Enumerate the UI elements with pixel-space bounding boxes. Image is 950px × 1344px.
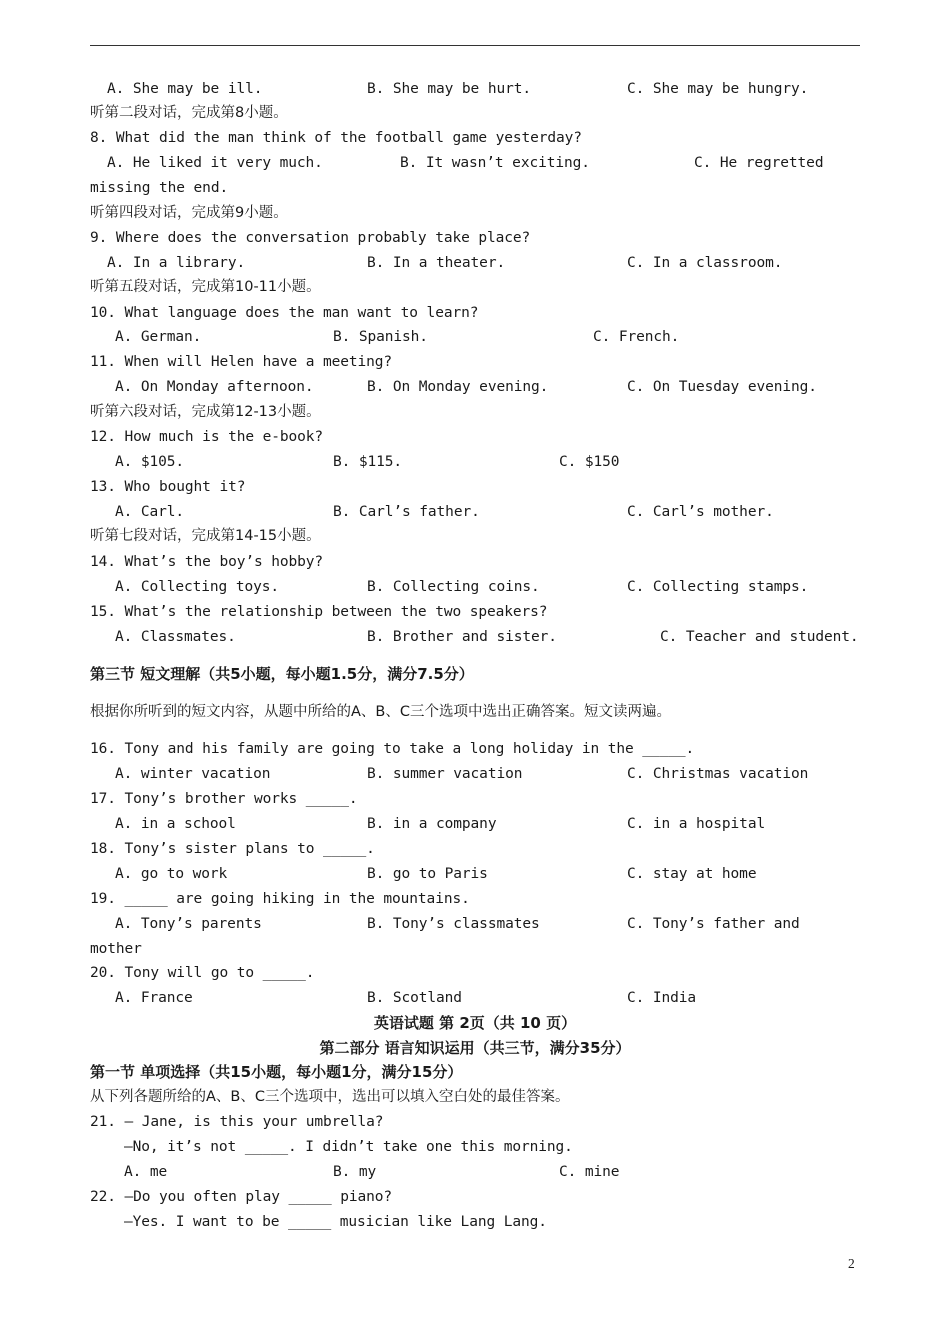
- q20-options: [90, 986, 860, 1010]
- q12-option-b[interactable]: B. $115.: [333, 454, 403, 470]
- q21-response: —No, it’s not _____. I didn’t take one this morning.: [124, 1139, 573, 1155]
- q7-option-c[interactable]: C. She may be hungry.: [627, 81, 809, 97]
- q8-stem: 8. What did the man think of the football game yesterday?: [90, 130, 582, 146]
- q17-stem: 17. Tony’s brother works _____.: [90, 791, 358, 807]
- q11-options: [90, 375, 860, 399]
- q20-option-a[interactable]: A. France: [115, 990, 193, 1006]
- q11-option-b[interactable]: B. On Monday evening.: [367, 379, 549, 395]
- q18-option-c[interactable]: C. stay at home: [627, 866, 757, 882]
- page-footer-label: 英语试题 第 2页（共 10 页）: [373, 1014, 577, 1032]
- q22-response: —Yes. I want to be _____ musician like Lang Lang.: [124, 1214, 547, 1230]
- q16-stem: 16. Tony and his family are going to take a long holiday in the _____.: [90, 741, 695, 757]
- q21-options: [90, 1160, 860, 1184]
- q8-option-b[interactable]: B. It wasn’t exciting.: [400, 155, 590, 171]
- q14-option-b[interactable]: B. Collecting coins.: [367, 579, 540, 595]
- q16-options: [90, 762, 860, 786]
- section-3-instruction: 根据你所听到的短文内容，从题中所给的A、B、C三个选项中选出正确答案。短文读两遍。: [90, 704, 671, 720]
- q13-option-c[interactable]: C. Carl’s mother.: [627, 504, 774, 520]
- q16-option-b[interactable]: B. summer vacation: [367, 766, 523, 782]
- section-3-heading: 第三节 短文理解（共5小题，每小题1.5分，满分7.5分）: [90, 665, 474, 683]
- q21-option-c[interactable]: C. mine: [559, 1164, 620, 1180]
- q8-options: [90, 151, 860, 175]
- section-2-instruction: 听第二段对话，完成第8小题。: [90, 105, 288, 121]
- q9-options: [90, 251, 860, 275]
- q18-stem: 18. Tony’s sister plans to _____.: [90, 841, 375, 857]
- q10-stem: 10. What language does the man want to learn?: [90, 305, 479, 321]
- q14-option-c[interactable]: C. Collecting stamps.: [627, 579, 809, 595]
- section-7-instruction: 听第七段对话，完成第14-15小题。: [90, 528, 321, 544]
- q12-option-a[interactable]: A. $105.: [115, 454, 185, 470]
- q14-options: [90, 575, 860, 599]
- q17-options: [90, 812, 860, 836]
- q17-option-b[interactable]: B. in a company: [367, 816, 497, 832]
- section-1-instruction: 从下列各题所给的A、B、C三个选项中，选出可以填入空白处的最佳答案。: [90, 1089, 570, 1105]
- q21-option-a[interactable]: A. me: [124, 1164, 168, 1180]
- header-rule: [90, 45, 860, 46]
- q21-option-b[interactable]: B. my: [333, 1164, 377, 1180]
- q19-options: [90, 912, 860, 936]
- q10-option-b[interactable]: B. Spanish.: [333, 329, 428, 345]
- q15-options: [90, 625, 860, 649]
- q20-stem: 20. Tony will go to _____.: [90, 965, 315, 981]
- q7-option-a[interactable]: A. She may be ill.: [107, 81, 263, 97]
- section-1-heading: 第一节 单项选择（共15小题，每小题1分，满分15分）: [90, 1063, 463, 1081]
- part-2-heading: 第二部分 语言知识运用（共三节，满分35分）: [319, 1039, 631, 1057]
- q14-option-a[interactable]: A. Collecting toys.: [115, 579, 279, 595]
- q18-option-b[interactable]: B. go to Paris: [367, 866, 488, 882]
- q15-option-b[interactable]: B. Brother and sister.: [367, 629, 557, 645]
- q19-option-b[interactable]: B. Tony’s classmates: [367, 916, 540, 932]
- q21-stem: 21. — Jane, is this your umbrella?: [90, 1114, 384, 1130]
- q20-option-b[interactable]: B. Scotland: [367, 990, 462, 1006]
- q7-options: [90, 77, 860, 101]
- q10-option-a[interactable]: A. German.: [115, 329, 202, 345]
- q19-option-c[interactable]: C. Tony’s father and: [627, 916, 800, 932]
- q13-options: [90, 500, 860, 524]
- q18-option-a[interactable]: A. go to work: [115, 866, 228, 882]
- q19-option-a[interactable]: A. Tony’s parents: [115, 916, 262, 932]
- q15-option-c[interactable]: C. Teacher and student.: [660, 629, 859, 645]
- q19-stem: 19. _____ are going hiking in the mountains.: [90, 891, 470, 907]
- q12-option-c[interactable]: C. $150: [559, 454, 620, 470]
- q10-options: [90, 325, 860, 349]
- section-6-instruction: 听第六段对话，完成第12-13小题。: [90, 404, 321, 420]
- q15-stem: 15. What’s the relationship between the two speakers?: [90, 604, 548, 620]
- q11-option-a[interactable]: A. On Monday afternoon.: [115, 379, 314, 395]
- q19-option-c-cont: mother: [90, 941, 142, 957]
- q10-option-c[interactable]: C. French.: [593, 329, 680, 345]
- page-number: 2: [848, 1256, 855, 1271]
- q8-option-c[interactable]: C. He regretted: [694, 155, 824, 171]
- q11-stem: 11. When will Helen have a meeting?: [90, 354, 393, 370]
- q9-option-c[interactable]: C. In a classroom.: [627, 255, 783, 271]
- q11-option-c[interactable]: C. On Tuesday evening.: [627, 379, 817, 395]
- q9-stem: 9. Where does the conversation probably take place?: [90, 230, 531, 246]
- q9-option-b[interactable]: B. In a theater.: [367, 255, 506, 271]
- q20-option-c[interactable]: C. India: [627, 990, 697, 1006]
- q12-stem: 12. How much is the e-book?: [90, 429, 324, 445]
- q18-options: [90, 862, 860, 886]
- q8-option-a[interactable]: A. He liked it very much.: [107, 155, 323, 171]
- section-4-instruction: 听第四段对话，完成第9小题。: [90, 205, 288, 221]
- q15-option-a[interactable]: A. Classmates.: [115, 629, 236, 645]
- q22-stem: 22. —Do you often play _____ piano?: [90, 1189, 393, 1205]
- q8-option-c-cont: missing the end.: [90, 180, 229, 196]
- q16-option-c[interactable]: C. Christmas vacation: [627, 766, 809, 782]
- q9-option-a[interactable]: A. In a library.: [107, 255, 246, 271]
- q13-option-b[interactable]: B. Carl’s father.: [333, 504, 480, 520]
- q7-option-b[interactable]: B. She may be hurt.: [367, 81, 531, 97]
- q12-options: [90, 450, 860, 474]
- q13-stem: 13. Who bought it?: [90, 479, 246, 495]
- q13-option-a[interactable]: A. Carl.: [115, 504, 185, 520]
- q17-option-a[interactable]: A. in a school: [115, 816, 236, 832]
- q16-option-a[interactable]: A. winter vacation: [115, 766, 271, 782]
- q14-stem: 14. What’s the boy’s hobby?: [90, 554, 324, 570]
- section-5-instruction: 听第五段对话，完成第10-11小题。: [90, 279, 321, 295]
- q17-option-c[interactable]: C. in a hospital: [627, 816, 766, 832]
